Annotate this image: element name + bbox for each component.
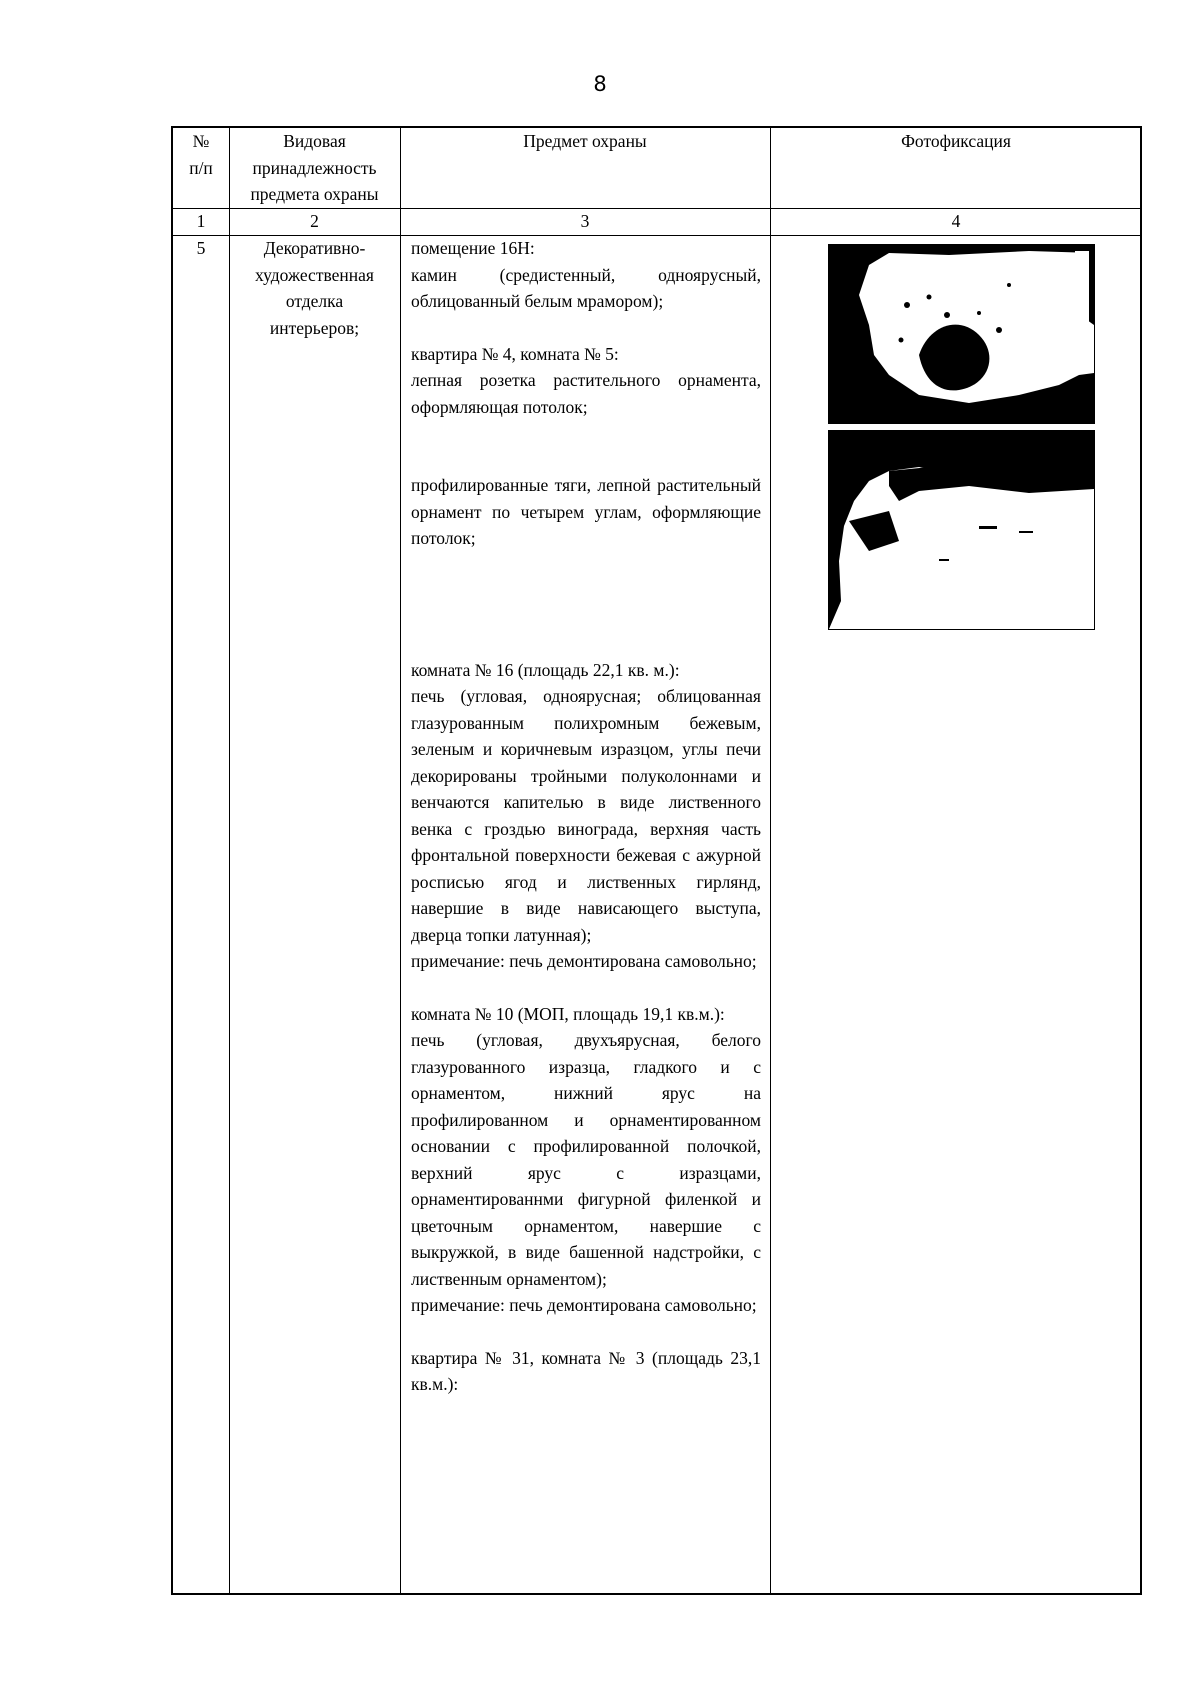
ceiling-molding-image [829,431,1094,629]
row-subject [411,235,761,1398]
header-kind: Видовая принадлежность предмета охраны [250,131,379,204]
item-note: примечание: печь демонтирована самовольно; [411,951,757,971]
column-number-4: 4 [951,211,961,231]
column-divider [229,128,230,1593]
column-number-2: 2 [310,211,319,231]
row-kind: Декоративно- художественная отделка интерьеров; [255,238,374,338]
page-number: 8 [593,72,607,96]
ceiling-rosette-image [829,245,1094,423]
ceiling-rosette-photo [828,244,1095,424]
header-photo: Фотофиксация [901,131,1011,151]
item-text: профилированные тяги, лепной растительный орнамент по четырем углам, оформляющие потолок; [411,475,761,548]
protection-table [171,126,1142,1595]
header-number: № п/п [189,131,213,178]
column-number-3: 3 [580,211,590,231]
column-number-1: 1 [196,211,206,231]
column-divider [400,128,401,1593]
item-text: печь (угловая, одноярусная; облицованная глазурованным полихромным бежевым, зеленым и коричневым изразцом, углы печи декорированы тройными полуколоннами и венчаются капителью в виде лиственного венка с гроздью винограда, верхняя часть фронтальной поверхности бежевая с ажурной росписью ягод и лиственных гирлянд, навершие в виде нависающего выступа, дверца топки латунная); [411,686,761,945]
item-text: камин (средистенный, одноярусный, облицованный белым мрамором); [411,264,761,311]
item-text: печь (угловая, двухъярусная, белого глазурованного изразца, гладкого и с орнаментом, нижний ярус на профилированном и орнаментированном основании с профилированной полочкой, верхний ярус с изразцами, орнаментированнми фигурной филенкой и цветочным орнаментом, навершие с выкружкой, в виде башенной надстройки, с лиственным орнаментом); [411,1030,761,1289]
item-text: лепная розетка растительного орнамента, оформляющая потолок; [411,370,761,417]
item-heading: квартира № 31, комната № 3 (площадь 23,1 кв.м.): [411,1347,761,1394]
column-divider [770,128,771,1593]
row-number: 5 [196,238,206,258]
item-note: примечание: печь демонтирована самовольно; [411,1295,757,1315]
item-heading: комната № 10 (МОП, площадь 19,1 кв.м.): [411,1003,725,1024]
ceiling-molding-photo [828,430,1095,630]
header-subject: Предмет охраны [523,131,647,151]
item-heading: квартира № 4, комната № 5: [411,343,619,364]
item-heading: комната № 16 (площадь 22,1 кв. м.): [411,659,680,680]
item-heading: помещение 16Н: [411,238,535,258]
